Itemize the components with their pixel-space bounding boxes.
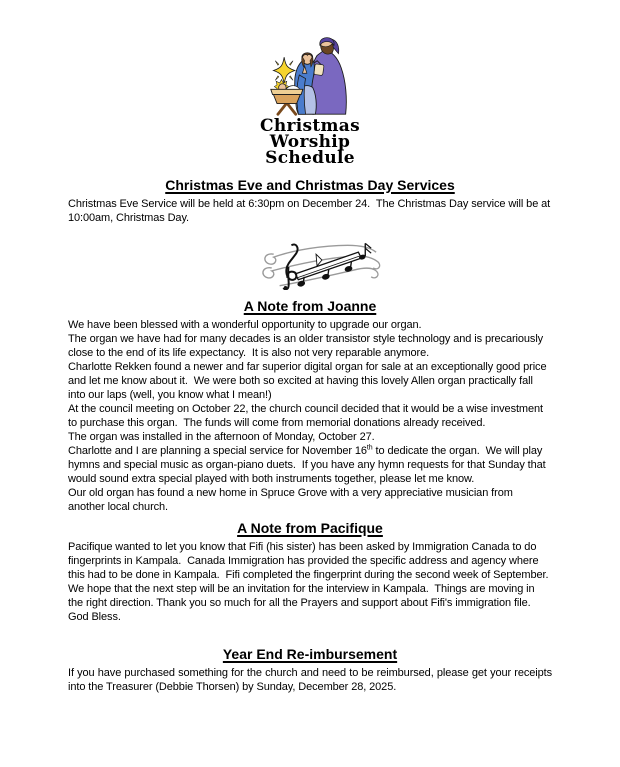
joanne-p6-pre: Charlotte and I are planning a special service for November 16: [68, 445, 367, 457]
services-paragraph: Christmas Eve Service will be held at 6:30pm on December 24. The Christmas Day service will be at 10:00am, Christmas Day.: [68, 198, 554, 224]
heading-pacifique: A Note from Pacifique: [237, 520, 383, 536]
heading-joanne: A Note from Joanne: [243, 298, 377, 314]
document-body: [68, 177, 555, 694]
music-notes-illustration: [254, 238, 382, 290]
star-icon: [273, 57, 294, 84]
masthead-title-line: Schedule: [265, 148, 355, 168]
joanne-paragraph: Our old organ has found a new home in Spruce Grove with a very appreciative musician from another local church.: [68, 487, 516, 513]
heading-yearend: Year End Re-imbursement: [222, 646, 398, 662]
joanne-paragraph: The organ was installed in the afternoon of Monday, October 27.: [68, 431, 375, 443]
masthead-title-line: Worship: [269, 132, 351, 152]
masthead: [0, 0, 620, 166]
music-divider: [68, 238, 552, 290]
nativity-illustration: [265, 34, 355, 116]
masthead-title: [0, 118, 620, 166]
joanne-paragraph: At the council meeting on October 22, the church council decided that it would be a wise investment to purchase this organ. The funds will come from memorial donations already received.: [68, 403, 546, 429]
yearend-paragraph: If you have purchased something for the church and need to be reimbursed, please get your receipts into the Treasurer (Debbie Thorsen) by Sunday, December 28, 2025.: [68, 667, 555, 693]
joanne-p6-post: to dedicate the organ. We will play hymns and special music as organ-piano duets. If you have any hymn requests for that Sunday that would sound extra special played with both instruments together, please let me know.: [68, 445, 549, 485]
heading-services: Christmas Eve and Christmas Day Services: [165, 177, 455, 193]
joanne-paragraph: The organ we have had for many decades is an older transistor style technology and is precariously close to the end of its life expectancy. It is also not very reparable anymore.: [68, 333, 547, 359]
joanne-paragraph: Charlotte Rekken found a newer and far superior digital organ for sale at an exceptionally good price and let me know about it. We were both so excited at having this lovely Allen organ practically fall into our laps (well, you know what I mean!): [68, 361, 550, 401]
pacifique-paragraph: Pacifique wanted to let you know that Fifi (his sister) has been asked by Immigration Canada to do fingerprints in Kampala. Canada Immigration has provided the specific address and agency where this had to be done in Kampala. Fifi completed the fingerprint during the second week of September. We hope that the next step will be an invitation for the interview in Kampala. Things are moving in the right direction. Thank you so much for all the Prayers and support about Fifi's immigration file. God Bless.: [68, 541, 552, 623]
joanne-paragraph: We have been blessed with a wonderful opportunity to upgrade our organ.: [68, 319, 422, 331]
joanne-paragraph: [68, 444, 552, 486]
masthead-title-line: Christmas: [259, 116, 360, 136]
ordinal-suffix: th: [366, 444, 373, 452]
